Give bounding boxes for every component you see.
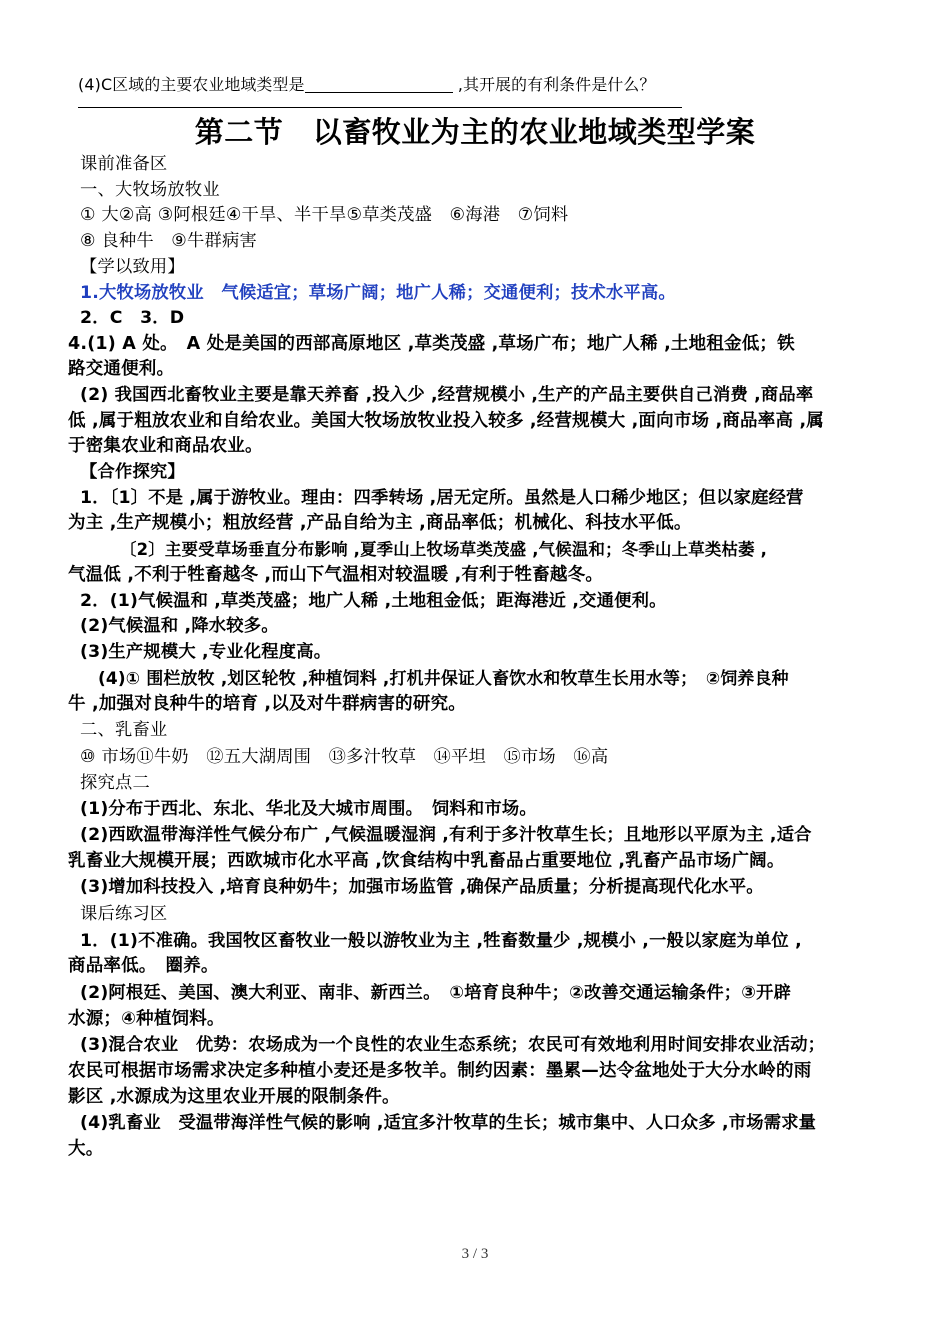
text-line: 低 ,属于粗放农业和自给农业。美国大牧场放牧业投入较多 ,经营规模大 ,面向市场 ,商品率高 ,属 — [68, 411, 824, 431]
answer-rule-line — [78, 107, 682, 108]
section-heading: 课后练习区 — [80, 904, 168, 924]
text-line: 水源；④种植饲料。 — [68, 1009, 225, 1029]
question-prefix: (4)C区域的主要农业地域类型是 — [78, 75, 305, 94]
question-suffix: ,其开展的有利条件是什么？ — [452, 75, 656, 94]
text-line: ⑧ 良种牛 ⑨牛群病害 — [80, 231, 257, 251]
section-heading: 探究点二 — [80, 773, 150, 793]
text-line: ① 大②高 ③阿根廷④干旱、半干旱⑤草类茂盛 ⑥海港 ⑦饲料 — [80, 205, 569, 225]
text-line-highlight: 1.大牧场放牧业 气候适宜；草场广阔；地广人稀；交通便利；技术水平高。 — [80, 283, 676, 303]
text-line: (3)混合农业 优势：农场成为一个良性的农业生态系统；农民可有效地利用时间安排农业活动； — [80, 1035, 826, 1055]
text-line: 路交通便利。 — [68, 359, 175, 379]
text-line: 2．(1)气候温和 ,草类茂盛；地广人稀 ,土地租金低；距海港近 ,交通便利。 — [80, 591, 667, 611]
text-line: 影区 ,水源成为这里农业开展的限制条件。 — [68, 1087, 400, 1107]
text-line: 商品率低。 圈养。 — [68, 956, 219, 976]
page-title: 第二节 以畜牧业为主的农业地域类型学案 — [194, 115, 756, 149]
text-line: 为主 ,生产规模小；粗放经营 ,产品自给为主 ,商品率低；机械化、科技水平低。 — [68, 513, 692, 533]
answer-blank — [305, 76, 453, 93]
text-line: 乳畜业大规模开展；西欧城市化水平高 ,饮食结构中乳畜品占重要地位 ,乳畜产品市场广阔。 — [68, 851, 785, 871]
text-line: (3)生产规模大 ,专业化程度高。 — [80, 642, 332, 662]
section-heading: 【合作探究】 — [80, 462, 185, 482]
page-number: 3 / 3 — [461, 1246, 489, 1262]
text-line: 1．(1)不准确。我国牧区畜牧业一般以游牧业为主 ,牲畜数量少 ,规模小 ,一般以家庭为单位 , — [80, 931, 802, 951]
text-line: 4.(1) A 处。 A 处是美国的西部高原地区 ,草类茂盛 ,草场广布；地广人稀 ,土地租金低；铁 — [68, 334, 795, 354]
text-line: (4)① 围栏放牧 ,划区轮牧 ,种植饲料 ,打机井保证人畜饮水和牧草生长用水等； ②饲养良种 — [98, 668, 789, 688]
text-line: 〔2〕主要受草场垂直分布影响 ,夏季山上牧场草类茂盛 ,气候温和；冬季山上草类枯萎 , — [120, 540, 768, 559]
text-line: 气温低 ,不利于牲畜越冬 ,而山下气温相对较温暖 ,有利于牲畜越冬。 — [68, 565, 604, 585]
text-line: (2)西欧温带海洋性气候分布广 ,气候温暖湿润 ,有利于多汁牧草生长；且地形以平原为主 ,适合 — [80, 825, 812, 845]
text-line: 农民可根据市场需求决定多种植小麦还是多牧羊。制约因素：墨累—达令盆地处于大分水岭的雨 — [68, 1061, 812, 1081]
section-heading: 【学以致用】 — [80, 257, 185, 277]
text-line: (2)气候温和 ,降水较多。 — [80, 616, 279, 636]
text-line: 牛 ,加强对良种牛的培育 ,以及对牛群病害的研究。 — [68, 694, 466, 714]
text-line: 1．〔1〕不是 ,属于游牧业。理由：四季转场 ,居无定所。虽然是人口稀少地区；但以家庭经营 — [80, 488, 804, 508]
text-line: 于密集农业和商品农业。 — [68, 436, 263, 456]
text-line: (3)增加科技投入 ,培育良种奶牛；加强市场监管 ,确保产品质量；分析提高现代化水平。 — [80, 877, 764, 897]
text-line: 大。 — [68, 1139, 104, 1159]
section-heading: 一、大牧场放牧业 — [80, 180, 220, 200]
text-line: 2．C 3．D — [80, 308, 185, 328]
section-heading: 课前准备区 — [80, 154, 168, 174]
text-line: (1)分布于西北、东北、华北及大城市周围。 饲料和市场。 — [80, 799, 537, 819]
text-line: (2) 我国西北畜牧业主要是靠天养畜 ,投入少 ,经营规模小 ,生产的产品主要供自己消费 ,商品率 — [80, 385, 814, 405]
section-heading: 二、乳畜业 — [80, 720, 168, 740]
text-line: (2)阿根廷、美国、澳大利亚、南非、新西兰。 ①培育良种牛；②改善交通运输条件；③开辟 — [80, 983, 792, 1003]
text-line: (4)乳畜业 受温带海洋性气候的影响 ,适宜多汁牧草的生长；城市集中、人口众多 ,市场需求量 — [80, 1113, 817, 1133]
header-question — [78, 72, 896, 98]
text-line: ⑩ 市场⑪牛奶 ⑫五大湖周围 ⑬多汁牧草 ⑭平坦 ⑮市场 ⑯高 — [80, 747, 609, 767]
